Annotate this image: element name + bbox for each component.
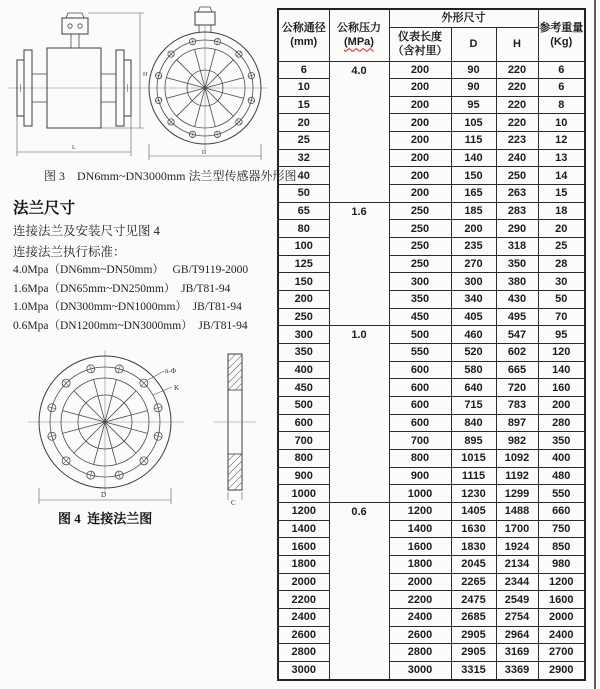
figure4-side-view	[214, 354, 256, 507]
flange-standard-title: 连接法兰执行标准：	[13, 245, 126, 259]
cell-dn: 2000	[278, 573, 329, 591]
header-weight	[538, 9, 585, 61]
cell-weight: 8	[538, 96, 585, 114]
spec-table-header	[278, 9, 585, 61]
cell-length: 1200	[389, 502, 451, 520]
cell-length: 1800	[389, 555, 451, 573]
cell-length: 2600	[389, 626, 451, 644]
table-row	[278, 79, 585, 97]
cell-h: 250	[496, 167, 538, 185]
cell-dn: 1400	[278, 520, 329, 538]
table-row	[278, 449, 585, 467]
cell-weight: 660	[538, 502, 585, 520]
cell-h: 220	[496, 114, 538, 132]
cell-weight: 160	[538, 379, 585, 397]
cell-length: 200	[389, 149, 451, 167]
cell-dn: 800	[278, 449, 329, 467]
cell-dn: 700	[278, 432, 329, 450]
cell-dn: 15	[278, 96, 329, 114]
cell-h: 982	[496, 432, 538, 450]
cell-length: 600	[389, 414, 451, 432]
cell-h: 3169	[496, 644, 538, 662]
cell-length: 2400	[389, 608, 451, 626]
cell-h: 223	[496, 132, 538, 150]
cell-length: 300	[389, 273, 451, 291]
cell-d: 1015	[451, 449, 496, 467]
cell-dn: 80	[278, 220, 329, 238]
cell-weight: 70	[538, 308, 585, 326]
cell-length: 900	[389, 467, 451, 485]
table-row	[278, 96, 585, 114]
figure3-front-view	[143, 7, 267, 160]
cell-d: 300	[451, 273, 496, 291]
cell-h: 2344	[496, 573, 538, 591]
cell-dn: 200	[278, 291, 329, 309]
cell-d: 150	[451, 167, 496, 185]
cell-weight: 12	[538, 132, 585, 150]
cell-d: 140	[451, 149, 496, 167]
cell-weight: 280	[538, 414, 585, 432]
cell-length: 550	[389, 344, 451, 362]
cell-dn: 65	[278, 202, 329, 220]
header-dn-title: 公称通径	[281, 22, 326, 35]
cell-dn: 1000	[278, 485, 329, 503]
cell-d: 2265	[451, 573, 496, 591]
left-panel	[0, 0, 297, 689]
header-pressure-unit: (MPa)	[344, 36, 374, 49]
cell-weight: 480	[538, 467, 585, 485]
cell-dn: 20	[278, 114, 329, 132]
cell-dn: 500	[278, 396, 329, 414]
cell-d: 340	[451, 291, 496, 309]
cell-d: 105	[451, 114, 496, 132]
standard-item: 4.0Mpa（DN6mm~DN50mm） GB/T9119-2000	[13, 264, 249, 276]
dim-label-l: L	[72, 145, 76, 151]
cell-weight: 10	[538, 114, 585, 132]
cell-h: 318	[496, 238, 538, 256]
cell-weight: 2400	[538, 626, 585, 644]
cell-dn: 250	[278, 308, 329, 326]
cell-weight: 400	[538, 449, 585, 467]
figure3-side-view	[8, 13, 148, 156]
table-row	[278, 291, 585, 309]
cell-h: 602	[496, 344, 538, 362]
cell-length: 250	[389, 202, 451, 220]
table-row	[278, 167, 585, 185]
table-row	[278, 555, 585, 573]
cell-weight: 28	[538, 255, 585, 273]
cell-h: 2754	[496, 608, 538, 626]
cell-dn: 150	[278, 273, 329, 291]
header-dn-unit: (mm)	[290, 36, 318, 49]
cell-h: 1092	[496, 449, 538, 467]
cell-d: 715	[451, 396, 496, 414]
cell-dn: 1600	[278, 538, 329, 556]
cell-h: 720	[496, 379, 538, 397]
cell-d: 2045	[451, 555, 496, 573]
cell-pressure: 0.6	[329, 502, 389, 680]
cell-dn: 300	[278, 326, 329, 344]
cell-h: 665	[496, 361, 538, 379]
cell-h: 2549	[496, 591, 538, 609]
cell-length: 700	[389, 432, 451, 450]
cell-weight: 2700	[538, 644, 585, 662]
table-row	[278, 502, 585, 520]
cell-length: 350	[389, 291, 451, 309]
cell-d: 840	[451, 414, 496, 432]
cell-weight: 2900	[538, 661, 585, 680]
cell-pressure: 1.0	[329, 326, 389, 503]
table-row	[278, 344, 585, 362]
cell-length: 250	[389, 255, 451, 273]
cell-length: 600	[389, 396, 451, 414]
cell-h: 220	[496, 61, 538, 79]
cell-weight: 120	[538, 344, 585, 362]
figure3-sensor-drawing	[2, 4, 270, 164]
cell-h: 220	[496, 79, 538, 97]
header-length	[389, 27, 451, 61]
cell-d: 640	[451, 379, 496, 397]
cell-length: 200	[389, 96, 451, 114]
cell-weight: 980	[538, 555, 585, 573]
figure4-caption: 图 4 连接法兰图	[58, 511, 153, 526]
standard-item: 1.6Mpa（DN65mm~DN250mm） JB/T81-94	[13, 282, 231, 295]
cell-weight: 15	[538, 185, 585, 203]
cell-h: 495	[496, 308, 538, 326]
cell-weight: 25	[538, 238, 585, 256]
cell-dn: 100	[278, 238, 329, 256]
cell-dn: 2600	[278, 626, 329, 644]
cell-h: 1488	[496, 502, 538, 520]
dim-label-c: C	[231, 499, 236, 507]
table-row	[278, 308, 585, 326]
table-row	[278, 220, 585, 238]
table-row	[278, 361, 585, 379]
cell-d: 1830	[451, 538, 496, 556]
cell-h: 1924	[496, 538, 538, 556]
table-row	[278, 520, 585, 538]
cell-length: 2000	[389, 573, 451, 591]
cell-h: 1700	[496, 520, 538, 538]
cell-weight: 95	[538, 326, 585, 344]
cell-length: 250	[389, 220, 451, 238]
table-row	[278, 255, 585, 273]
cell-h: 1299	[496, 485, 538, 503]
cell-weight: 13	[538, 149, 585, 167]
cell-dn: 350	[278, 344, 329, 362]
cell-dn: 400	[278, 361, 329, 379]
cell-weight: 200	[538, 396, 585, 414]
figure4-flange-drawing	[2, 340, 270, 510]
cell-d: 520	[451, 344, 496, 362]
table-row	[278, 61, 585, 79]
standard-item: 1.0Mpa（DN300mm~DN1000mm） JB/T81-94	[13, 301, 242, 313]
cell-d: 185	[451, 202, 496, 220]
cell-weight: 6	[538, 61, 585, 79]
cell-length: 2200	[389, 591, 451, 609]
cell-length: 200	[389, 132, 451, 150]
cell-weight: 350	[538, 432, 585, 450]
cell-length: 1600	[389, 538, 451, 556]
cell-d: 895	[451, 432, 496, 450]
cell-h: 2134	[496, 555, 538, 573]
cell-dn: 2200	[278, 591, 329, 609]
cell-dn: 25	[278, 132, 329, 150]
cell-dn: 50	[278, 185, 329, 203]
cell-weight: 750	[538, 520, 585, 538]
dim-label-h: H	[143, 72, 148, 78]
table-row	[278, 573, 585, 591]
cell-dn: 450	[278, 379, 329, 397]
cell-dn: 1800	[278, 555, 329, 573]
cell-h: 783	[496, 396, 538, 414]
cell-d: 1115	[451, 467, 496, 485]
cell-length: 200	[389, 61, 451, 79]
flange-section-heading: 法兰尺寸	[13, 200, 76, 217]
cell-d: 2475	[451, 591, 496, 609]
cell-dn: 2400	[278, 608, 329, 626]
flange-intro-line: 连接法兰及安装尺寸见图 4	[13, 224, 160, 238]
table-row	[278, 467, 585, 485]
cell-length: 2800	[389, 644, 451, 662]
table-row	[278, 238, 585, 256]
cell-weight: 850	[538, 538, 585, 556]
figure4-front-view	[28, 350, 184, 504]
cell-length: 200	[389, 167, 451, 185]
cell-length: 600	[389, 379, 451, 397]
figure3-caption: 图 3 DN6mm~DN3000mm 法兰型传感器外形图	[44, 169, 297, 183]
cell-d: 3315	[451, 661, 496, 680]
cell-h: 283	[496, 202, 538, 220]
table-row	[278, 396, 585, 414]
cell-weight: 14	[538, 167, 585, 185]
cell-d: 235	[451, 238, 496, 256]
cell-d: 90	[451, 61, 496, 79]
header-h: H	[496, 27, 538, 61]
dim-label-d: D	[101, 491, 107, 499]
header-length-line2: （含衬里）	[392, 45, 448, 57]
table-row	[278, 591, 585, 609]
cell-d: 2905	[451, 644, 496, 662]
cell-dn: 6	[278, 61, 329, 79]
cell-h: 380	[496, 273, 538, 291]
cell-d: 2685	[451, 608, 496, 626]
header-pressure-title: 公称压力	[337, 22, 381, 35]
cell-h: 897	[496, 414, 538, 432]
cell-weight: 50	[538, 291, 585, 309]
table-row	[278, 538, 585, 556]
cell-weight: 2000	[538, 608, 585, 626]
cell-weight: 18	[538, 202, 585, 220]
table-row	[278, 379, 585, 397]
table-row	[278, 608, 585, 626]
cell-length: 1400	[389, 520, 451, 538]
standard-item: 0.6Mpa（DN1200mm~DN3000mm） JB/T81-94	[13, 319, 248, 332]
cell-dn: 600	[278, 414, 329, 432]
cell-length: 500	[389, 326, 451, 344]
cell-h: 263	[496, 185, 538, 203]
cell-dn: 125	[278, 255, 329, 273]
cell-length: 200	[389, 185, 451, 203]
cell-d: 270	[451, 255, 496, 273]
cell-h: 350	[496, 255, 538, 273]
header-pressure	[329, 9, 389, 61]
header-dn	[278, 9, 329, 61]
cell-dn: 32	[278, 149, 329, 167]
table-row	[278, 432, 585, 450]
cell-length: 200	[389, 114, 451, 132]
flange-standards-list	[13, 261, 248, 335]
cell-d: 460	[451, 326, 496, 344]
cell-h: 3369	[496, 661, 538, 680]
cell-dn: 2800	[278, 644, 329, 662]
label-bolt-circle: K	[174, 384, 180, 392]
table-row	[278, 485, 585, 503]
label-bolt-count: n-Φ	[165, 367, 176, 375]
cell-dn: 900	[278, 467, 329, 485]
cell-length: 800	[389, 449, 451, 467]
cell-d: 405	[451, 308, 496, 326]
page-edge-line	[594, 0, 596, 689]
table-row	[278, 644, 585, 662]
cell-d: 2905	[451, 626, 496, 644]
header-weight-title: 参考重量	[539, 22, 584, 35]
cell-length: 250	[389, 238, 451, 256]
cell-dn: 3000	[278, 661, 329, 680]
header-weight-unit: (Kg)	[550, 36, 573, 49]
cell-d: 115	[451, 132, 496, 150]
table-row	[278, 132, 585, 150]
table-row	[278, 149, 585, 167]
cell-weight: 1600	[538, 591, 585, 609]
table-row	[278, 414, 585, 432]
cell-d: 95	[451, 96, 496, 114]
cell-weight: 6	[538, 79, 585, 97]
cell-weight: 140	[538, 361, 585, 379]
cell-dn: 40	[278, 167, 329, 185]
cell-length: 1000	[389, 485, 451, 503]
table-row	[278, 661, 585, 680]
cell-h: 290	[496, 220, 538, 238]
cell-d: 1230	[451, 485, 496, 503]
cell-h: 2964	[496, 626, 538, 644]
spec-table	[277, 8, 586, 681]
cell-h: 240	[496, 149, 538, 167]
cell-pressure: 4.0	[329, 61, 389, 202]
spec-table-body	[278, 61, 585, 680]
cell-d: 1405	[451, 502, 496, 520]
cell-length: 600	[389, 361, 451, 379]
table-row	[278, 326, 585, 344]
cell-weight: 550	[538, 485, 585, 503]
table-row	[278, 185, 585, 203]
cell-d: 200	[451, 220, 496, 238]
header-length-line1: 仪表长度	[398, 31, 442, 43]
dim-label-d: D	[202, 150, 207, 156]
cell-length: 3000	[389, 661, 451, 680]
cell-dn: 10	[278, 79, 329, 97]
table-row	[278, 114, 585, 132]
cell-d: 90	[451, 79, 496, 97]
cell-length: 200	[389, 79, 451, 97]
cell-h: 547	[496, 326, 538, 344]
table-row	[278, 202, 585, 220]
table-row	[278, 273, 585, 291]
cell-h: 430	[496, 291, 538, 309]
cell-h: 1192	[496, 467, 538, 485]
header-d: D	[451, 27, 496, 61]
cell-pressure: 1.6	[329, 202, 389, 326]
cell-weight: 20	[538, 220, 585, 238]
cell-weight: 30	[538, 273, 585, 291]
header-dims: 外形尺寸	[389, 9, 538, 27]
cell-d: 1630	[451, 520, 496, 538]
cell-d: 165	[451, 185, 496, 203]
cell-length: 450	[389, 308, 451, 326]
cell-d: 580	[451, 361, 496, 379]
cell-dn: 1200	[278, 502, 329, 520]
cell-h: 220	[496, 96, 538, 114]
cell-weight: 1200	[538, 573, 585, 591]
table-row	[278, 626, 585, 644]
